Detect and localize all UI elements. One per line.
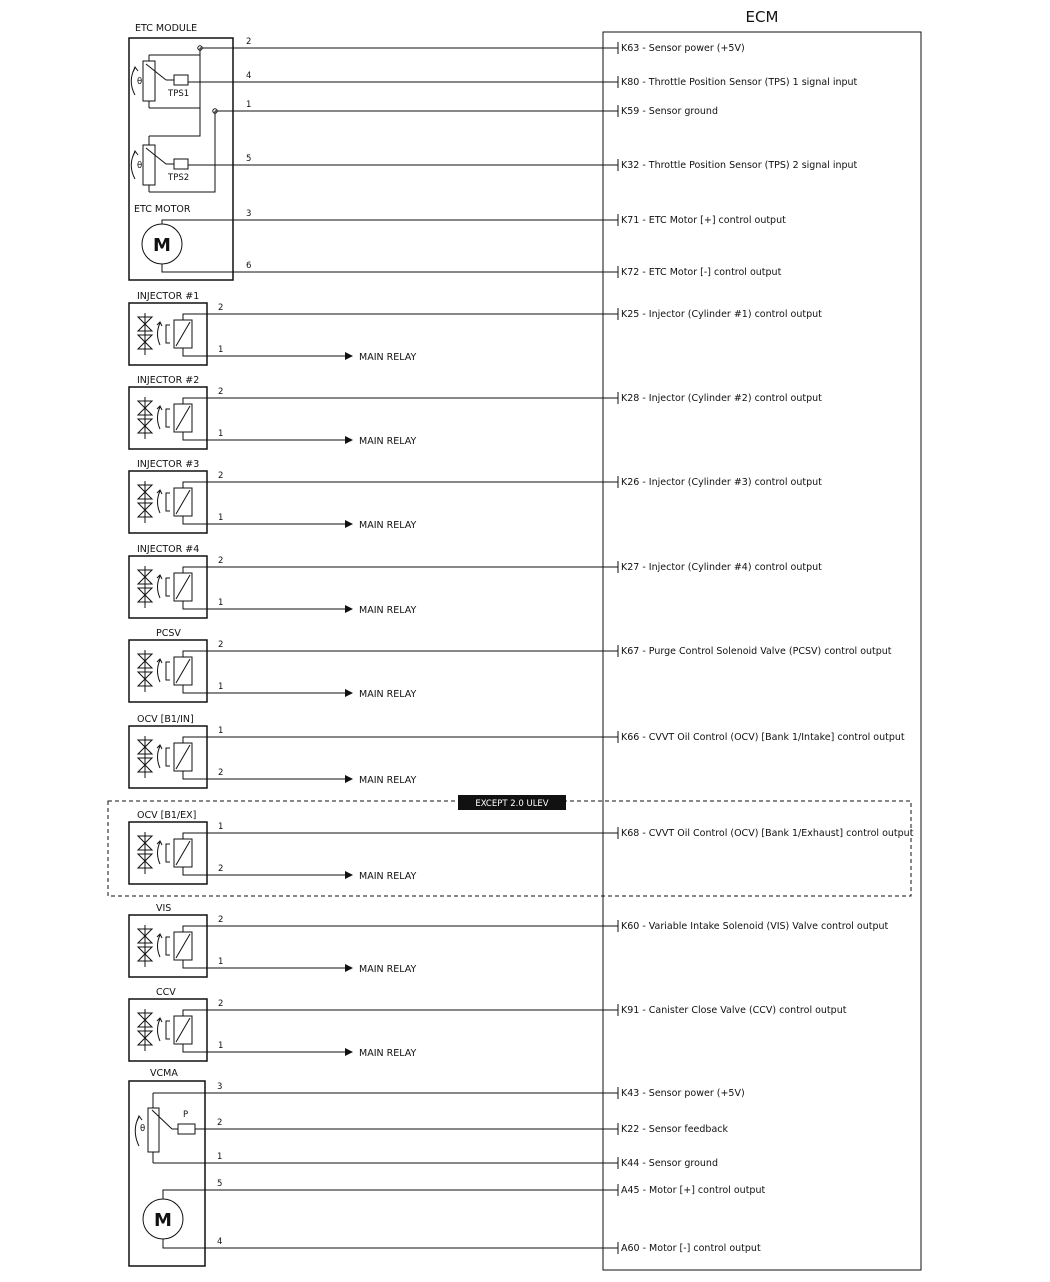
svg-text:M: M (154, 1210, 172, 1231)
arrow-right-icon (345, 352, 353, 360)
solenoid-terminal-label: K25 - Injector (Cylinder #1) control output (621, 309, 822, 320)
main-relay-label: MAIN RELAY (359, 1048, 417, 1059)
solenoid-name: OCV [B1/IN] (137, 714, 194, 725)
solenoid-terminal-label: K27 - Injector (Cylinder #4) control output (621, 562, 822, 573)
solenoid-block (129, 987, 847, 1061)
except-region (108, 801, 911, 896)
arrow-right-icon (345, 689, 353, 697)
solenoid-bottom-pin: 1 (218, 682, 224, 692)
solenoid-valve-icon (138, 650, 207, 693)
vcma (129, 1068, 765, 1266)
vcma-pin-label: 2 (217, 1118, 223, 1128)
solenoid-block (129, 291, 822, 365)
solenoid-name: VIS (156, 903, 172, 914)
solenoid-top-pin: 2 (218, 999, 224, 1009)
etc-pin-label: 4 (246, 71, 252, 81)
solenoid-bottom-pin: 1 (218, 1041, 224, 1051)
etc-module (129, 23, 858, 280)
solenoid-block (129, 810, 914, 884)
arrow-right-icon (345, 871, 353, 879)
arrow-right-icon (345, 436, 353, 444)
etc-terminal-label: K63 - Sensor power (+5V) (621, 43, 745, 54)
solenoid-block (129, 903, 889, 977)
etc-pin-label: 5 (246, 154, 252, 164)
solenoid-terminal-label: K28 - Injector (Cylinder #2) control output (621, 393, 822, 404)
main-relay-label: MAIN RELAY (359, 689, 417, 700)
solenoid-top-pin: 2 (218, 303, 224, 313)
solenoid-bottom-pin: 2 (218, 768, 224, 778)
solenoid-top-pin: 2 (218, 556, 224, 566)
vcma-pin-label: 3 (217, 1082, 223, 1092)
arrow-right-icon (345, 520, 353, 528)
etc-terminal-label: K80 - Throttle Position Sensor (TPS) 1 signal input (621, 77, 858, 88)
solenoid-top-pin: 2 (218, 471, 224, 481)
solenoid-top-pin: 2 (218, 915, 224, 925)
etc-pin-label: 3 (246, 209, 252, 219)
solenoid-valve-icon (138, 397, 207, 440)
main-relay-label: MAIN RELAY (359, 964, 417, 975)
svg-text:θ: θ (137, 161, 143, 171)
solenoid-valve-icon (138, 313, 207, 356)
solenoid-valve-icon (138, 566, 207, 609)
main-relay-label: MAIN RELAY (359, 605, 417, 616)
solenoid-name: OCV [B1/EX] (137, 810, 197, 821)
solenoid-bottom-pin: 1 (218, 429, 224, 439)
solenoid-block (129, 544, 822, 618)
vcma-terminal-label: K43 - Sensor power (+5V) (621, 1088, 745, 1099)
etc-pin-label: 6 (246, 261, 252, 271)
solenoid-terminal-label: K26 - Injector (Cylinder #3) control output (621, 477, 822, 488)
solenoid-block (129, 714, 905, 788)
arrow-right-icon (345, 605, 353, 613)
etc-terminal-label: K72 - ETC Motor [-] control output (621, 267, 782, 278)
solenoid-top-pin: 2 (218, 387, 224, 397)
solenoid-name: INJECTOR #1 (137, 291, 200, 302)
main-relay-label: MAIN RELAY (359, 775, 417, 786)
solenoid-valve-icon (138, 925, 207, 968)
vcma-sensor-icon (135, 1093, 195, 1163)
svg-text:θ: θ (137, 77, 143, 87)
solenoid-name: INJECTOR #3 (137, 459, 200, 470)
solenoid-bottom-pin: 1 (218, 957, 224, 967)
solenoid-name: INJECTOR #2 (137, 375, 200, 386)
vcma-wires (153, 1082, 765, 1254)
solenoid-valve-icon (138, 736, 207, 779)
solenoid-block (129, 628, 892, 702)
main-relay-label: MAIN RELAY (359, 871, 417, 882)
solenoid-valve-icon (138, 1009, 207, 1052)
tps2-sensor-icon (131, 46, 217, 192)
solenoid-name: PCSV (156, 628, 181, 639)
svg-text:M: M (153, 235, 171, 256)
solenoid-terminal-label: K60 - Variable Intake Solenoid (VIS) Valve control output (621, 921, 889, 932)
vcma-title: VCMA (150, 1068, 178, 1079)
except-note: EXCEPT 2.0 ULEV (475, 799, 549, 809)
etc-motor-icon (142, 220, 233, 272)
etc-module-title: ETC MODULE (135, 23, 198, 34)
etc-wires (188, 37, 858, 278)
ecm-title: ECM (745, 8, 779, 26)
solenoid-bottom-pin: 1 (218, 513, 224, 523)
solenoid-valve-icon (138, 832, 207, 875)
solenoid-terminal-label: K66 - CVVT Oil Control (OCV) [Bank 1/Intake] control output (621, 732, 905, 743)
vcma-terminal-label: A45 - Motor [+] control output (621, 1185, 766, 1196)
vcma-pin-label: 4 (217, 1237, 223, 1247)
solenoid-terminal-label: K67 - Purge Control Solenoid Valve (PCSV) control output (621, 646, 892, 657)
vcma-terminal-label: A60 - Motor [-] control output (621, 1243, 761, 1254)
etc-pin-label: 2 (246, 37, 252, 47)
arrow-right-icon (345, 775, 353, 783)
solenoid-top-pin: 2 (218, 640, 224, 650)
tps1-label: TPS1 (168, 89, 190, 99)
solenoid-terminal-label: K91 - Canister Close Valve (CCV) control output (621, 1005, 847, 1016)
etc-terminal-label: K59 - Sensor ground (621, 106, 718, 117)
solenoid-bottom-pin: 2 (218, 864, 224, 874)
vcma-pin-label: 1 (217, 1152, 223, 1162)
solenoid-terminal-label: K68 - CVVT Oil Control (OCV) [Bank 1/Exhaust] control output (621, 828, 914, 839)
solenoid-name: CCV (156, 987, 176, 998)
vcma-terminal-label: K44 - Sensor ground (621, 1158, 718, 1169)
arrow-right-icon (345, 1048, 353, 1056)
tps2-label: TPS2 (168, 173, 190, 183)
solenoid-top-pin: 1 (218, 822, 224, 832)
etc-terminal-label: K32 - Throttle Position Sensor (TPS) 2 signal input (621, 160, 858, 171)
vcma-motor-icon (143, 1190, 205, 1248)
vcma-pin-label: 5 (217, 1179, 223, 1189)
solenoid-name: INJECTOR #4 (137, 544, 200, 555)
solenoid-bottom-pin: 1 (218, 345, 224, 355)
etc-terminal-label: K71 - ETC Motor [+] control output (621, 215, 786, 226)
solenoid-valve-icon (138, 481, 207, 524)
solenoid-block (129, 459, 822, 533)
vcma-terminal-label: K22 - Sensor feedback (621, 1124, 729, 1135)
etc-pin-label: 1 (246, 100, 252, 110)
solenoid-blocks (129, 291, 914, 1061)
main-relay-label: MAIN RELAY (359, 520, 417, 531)
main-relay-label: MAIN RELAY (359, 436, 417, 447)
arrow-right-icon (345, 964, 353, 972)
solenoid-block (129, 375, 822, 449)
main-relay-label: MAIN RELAY (359, 352, 417, 363)
vcma-p-label: P (183, 1110, 189, 1120)
solenoid-top-pin: 1 (218, 726, 224, 736)
solenoid-bottom-pin: 1 (218, 598, 224, 608)
svg-text:θ: θ (140, 1124, 146, 1134)
etc-motor-label: ETC MOTOR (134, 204, 191, 215)
